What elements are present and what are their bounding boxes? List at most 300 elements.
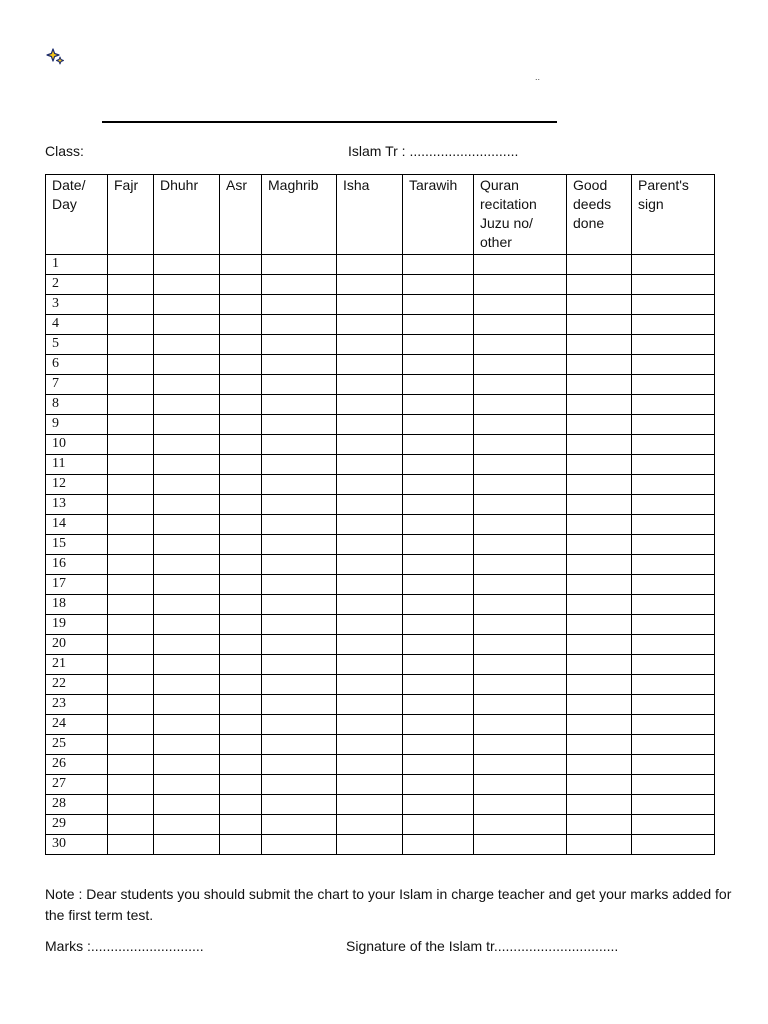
table-row — [46, 715, 715, 735]
day-number: 2 — [46, 275, 108, 295]
entry-cell[interactable] — [262, 315, 337, 335]
entry-cell[interactable] — [474, 375, 567, 395]
entry-cell[interactable] — [474, 355, 567, 375]
entry-cell[interactable] — [220, 355, 262, 375]
entry-cell[interactable] — [262, 755, 337, 775]
entry-cell[interactable] — [567, 755, 632, 775]
entry-cell[interactable] — [632, 415, 715, 435]
entry-cell[interactable] — [262, 535, 337, 555]
entry-cell[interactable] — [567, 615, 632, 635]
entry-cell[interactable] — [154, 695, 220, 715]
entry-cell[interactable] — [220, 575, 262, 595]
entry-cell[interactable] — [403, 415, 474, 435]
entry-cell[interactable] — [262, 375, 337, 395]
day-number: 1 — [46, 255, 108, 275]
entry-cell[interactable] — [108, 835, 154, 855]
entry-cell[interactable] — [220, 755, 262, 775]
entry-cell[interactable] — [220, 595, 262, 615]
entry-cell[interactable] — [108, 455, 154, 475]
entry-cell[interactable] — [474, 735, 567, 755]
entry-cell[interactable] — [403, 615, 474, 635]
entry-cell[interactable] — [337, 435, 403, 455]
entry-cell[interactable] — [474, 815, 567, 835]
entry-cell[interactable] — [154, 615, 220, 635]
entry-cell[interactable] — [337, 815, 403, 835]
entry-cell[interactable] — [108, 275, 154, 295]
entry-cell[interactable] — [262, 415, 337, 435]
entry-cell[interactable] — [632, 435, 715, 455]
entry-cell[interactable] — [220, 735, 262, 755]
entry-cell[interactable] — [474, 695, 567, 715]
entry-cell[interactable] — [262, 795, 337, 815]
entry-cell[interactable] — [474, 435, 567, 455]
entry-cell[interactable] — [567, 675, 632, 695]
entry-cell[interactable] — [567, 435, 632, 455]
entry-cell[interactable] — [337, 755, 403, 775]
table-row — [46, 355, 715, 375]
day-number: 28 — [46, 795, 108, 815]
entry-cell[interactable] — [567, 495, 632, 515]
entry-cell[interactable] — [337, 515, 403, 535]
entry-cell[interactable] — [262, 675, 337, 695]
entry-cell[interactable] — [474, 635, 567, 655]
entry-cell[interactable] — [262, 275, 337, 295]
entry-cell[interactable] — [220, 635, 262, 655]
entry-cell[interactable] — [337, 575, 403, 595]
entry-cell[interactable] — [567, 775, 632, 795]
entry-cell[interactable] — [154, 715, 220, 735]
entry-cell[interactable] — [337, 395, 403, 415]
entry-cell[interactable] — [154, 735, 220, 755]
entry-cell[interactable] — [108, 435, 154, 455]
day-number: 6 — [46, 355, 108, 375]
entry-cell[interactable] — [474, 835, 567, 855]
entry-cell[interactable] — [108, 355, 154, 375]
table-row — [46, 435, 715, 455]
entry-cell[interactable] — [220, 435, 262, 455]
entry-cell[interactable] — [154, 655, 220, 675]
entry-cell[interactable] — [154, 835, 220, 855]
entry-cell[interactable] — [337, 655, 403, 675]
table-row — [46, 695, 715, 715]
entry-cell[interactable] — [567, 635, 632, 655]
table-row — [46, 675, 715, 695]
entry-cell[interactable] — [220, 835, 262, 855]
entry-cell[interactable] — [108, 295, 154, 315]
entry-cell[interactable] — [403, 455, 474, 475]
entry-cell[interactable] — [567, 375, 632, 395]
table-row — [46, 595, 715, 615]
entry-cell[interactable] — [108, 335, 154, 355]
entry-cell[interactable] — [337, 715, 403, 735]
entry-cell[interactable] — [567, 555, 632, 575]
entry-cell[interactable] — [262, 555, 337, 575]
entry-cell[interactable] — [632, 815, 715, 835]
entry-cell[interactable] — [632, 795, 715, 815]
entry-cell[interactable] — [220, 455, 262, 475]
entry-cell[interactable] — [474, 275, 567, 295]
entry-cell[interactable] — [567, 795, 632, 815]
entry-cell[interactable] — [220, 695, 262, 715]
entry-cell[interactable] — [337, 375, 403, 395]
entry-cell[interactable] — [474, 595, 567, 615]
entry-cell[interactable] — [567, 715, 632, 735]
entry-cell[interactable] — [403, 335, 474, 355]
entry-cell[interactable] — [262, 815, 337, 835]
table-row — [46, 495, 715, 515]
entry-cell[interactable] — [632, 255, 715, 275]
entry-cell[interactable] — [403, 395, 474, 415]
entry-cell[interactable] — [262, 735, 337, 755]
entry-cell[interactable] — [262, 515, 337, 535]
entry-cell[interactable] — [220, 395, 262, 415]
entry-cell[interactable] — [220, 295, 262, 315]
entry-cell[interactable] — [403, 495, 474, 515]
entry-cell[interactable] — [337, 835, 403, 855]
entry-cell[interactable] — [567, 415, 632, 435]
entry-cell[interactable] — [220, 815, 262, 835]
entry-cell[interactable] — [108, 535, 154, 555]
entry-cell[interactable] — [632, 335, 715, 355]
entry-cell[interactable] — [632, 515, 715, 535]
entry-cell[interactable] — [108, 655, 154, 675]
table-row — [46, 575, 715, 595]
entry-cell[interactable] — [220, 615, 262, 635]
entry-cell[interactable] — [474, 535, 567, 555]
entry-cell[interactable] — [262, 655, 337, 675]
entry-cell[interactable] — [567, 655, 632, 675]
entry-cell[interactable] — [403, 595, 474, 615]
entry-cell[interactable] — [154, 255, 220, 275]
entry-cell[interactable] — [632, 495, 715, 515]
entry-cell[interactable] — [154, 535, 220, 555]
entry-cell[interactable] — [220, 255, 262, 275]
entry-cell[interactable] — [337, 635, 403, 655]
day-number: 25 — [46, 735, 108, 755]
entry-cell[interactable] — [474, 415, 567, 435]
entry-cell[interactable] — [403, 575, 474, 595]
entry-cell[interactable] — [108, 255, 154, 275]
entry-cell[interactable] — [154, 435, 220, 455]
entry-cell[interactable] — [632, 775, 715, 795]
entry-cell[interactable] — [108, 715, 154, 735]
entry-cell[interactable] — [632, 735, 715, 755]
entry-cell[interactable] — [337, 615, 403, 635]
entry-cell[interactable] — [567, 735, 632, 755]
table-row — [46, 275, 715, 295]
entry-cell[interactable] — [262, 395, 337, 415]
entry-cell[interactable] — [632, 675, 715, 695]
entry-cell[interactable] — [632, 695, 715, 715]
entry-cell[interactable] — [262, 295, 337, 315]
entry-cell[interactable] — [220, 775, 262, 795]
entry-cell[interactable] — [337, 355, 403, 375]
entry-cell[interactable] — [474, 615, 567, 635]
entry-cell[interactable] — [403, 635, 474, 655]
entry-cell[interactable] — [632, 595, 715, 615]
entry-cell[interactable] — [337, 535, 403, 555]
entry-cell[interactable] — [632, 355, 715, 375]
entry-cell[interactable] — [403, 555, 474, 575]
entry-cell[interactable] — [567, 695, 632, 715]
entry-cell[interactable] — [403, 815, 474, 835]
entry-cell[interactable] — [403, 735, 474, 755]
entry-cell[interactable] — [154, 815, 220, 835]
entry-cell[interactable] — [154, 375, 220, 395]
entry-cell[interactable] — [403, 375, 474, 395]
entry-cell[interactable] — [403, 275, 474, 295]
entry-cell[interactable] — [220, 535, 262, 555]
entry-cell[interactable] — [474, 315, 567, 335]
entry-cell[interactable] — [108, 495, 154, 515]
entry-cell[interactable] — [262, 255, 337, 275]
col-header-dhuhr: Dhuhr — [154, 175, 220, 255]
entry-cell[interactable] — [154, 475, 220, 495]
entry-cell[interactable] — [632, 615, 715, 635]
entry-cell[interactable] — [337, 735, 403, 755]
table-row — [46, 455, 715, 475]
entry-cell[interactable] — [262, 835, 337, 855]
entry-cell[interactable] — [108, 815, 154, 835]
entry-cell[interactable] — [154, 315, 220, 335]
entry-cell[interactable] — [567, 535, 632, 555]
entry-cell[interactable] — [262, 715, 337, 735]
entry-cell[interactable] — [567, 595, 632, 615]
entry-cell[interactable] — [567, 255, 632, 275]
entry-cell[interactable] — [154, 775, 220, 795]
entry-cell[interactable] — [220, 315, 262, 335]
entry-cell[interactable] — [154, 415, 220, 435]
entry-cell[interactable] — [567, 275, 632, 295]
entry-cell[interactable] — [337, 675, 403, 695]
entry-cell[interactable] — [403, 475, 474, 495]
entry-cell[interactable] — [474, 675, 567, 695]
entry-cell[interactable] — [108, 595, 154, 615]
entry-cell[interactable] — [154, 595, 220, 615]
entry-cell[interactable] — [474, 395, 567, 415]
entry-cell[interactable] — [108, 315, 154, 335]
entry-cell[interactable] — [108, 575, 154, 595]
entry-cell[interactable] — [567, 815, 632, 835]
entry-cell[interactable] — [474, 495, 567, 515]
day-number: 11 — [46, 455, 108, 475]
entry-cell[interactable] — [632, 295, 715, 315]
entry-cell[interactable] — [154, 675, 220, 695]
entry-cell[interactable] — [337, 775, 403, 795]
day-number: 27 — [46, 775, 108, 795]
day-number: 18 — [46, 595, 108, 615]
entry-cell[interactable] — [403, 315, 474, 335]
entry-cell[interactable] — [108, 755, 154, 775]
entry-cell[interactable] — [567, 575, 632, 595]
entry-cell[interactable] — [337, 555, 403, 575]
entry-cell[interactable] — [403, 255, 474, 275]
entry-cell[interactable] — [108, 555, 154, 575]
entry-cell[interactable] — [632, 655, 715, 675]
entry-cell[interactable] — [567, 395, 632, 415]
entry-cell[interactable] — [337, 275, 403, 295]
title-underline — [102, 121, 557, 123]
entry-cell[interactable] — [262, 335, 337, 355]
entry-cell[interactable] — [154, 495, 220, 515]
entry-cell[interactable] — [337, 315, 403, 335]
entry-cell[interactable] — [220, 375, 262, 395]
entry-cell[interactable] — [337, 695, 403, 715]
entry-cell[interactable] — [108, 375, 154, 395]
entry-cell[interactable] — [403, 655, 474, 675]
entry-cell[interactable] — [262, 435, 337, 455]
entry-cell[interactable] — [220, 555, 262, 575]
day-number: 3 — [46, 295, 108, 315]
day-number: 20 — [46, 635, 108, 655]
entry-cell[interactable] — [403, 695, 474, 715]
entry-cell[interactable] — [337, 415, 403, 435]
entry-cell[interactable] — [403, 675, 474, 695]
entry-cell[interactable] — [262, 495, 337, 515]
entry-cell[interactable] — [154, 395, 220, 415]
entry-cell[interactable] — [632, 315, 715, 335]
entry-cell[interactable] — [337, 255, 403, 275]
entry-cell[interactable] — [262, 355, 337, 375]
entry-cell[interactable] — [474, 295, 567, 315]
table-row — [46, 335, 715, 355]
entry-cell[interactable] — [108, 515, 154, 535]
entry-cell[interactable] — [403, 795, 474, 815]
entry-cell[interactable] — [108, 395, 154, 415]
dots-mark: .. — [535, 72, 541, 82]
entry-cell[interactable] — [154, 575, 220, 595]
entry-cell[interactable] — [567, 295, 632, 315]
entry-cell[interactable] — [108, 675, 154, 695]
entry-cell[interactable] — [403, 715, 474, 735]
col-header-quran: Quran recitation Juzu no/ other — [474, 175, 567, 255]
table-row — [46, 555, 715, 575]
entry-cell[interactable] — [474, 795, 567, 815]
entry-cell[interactable] — [474, 475, 567, 495]
entry-cell[interactable] — [632, 755, 715, 775]
entry-cell[interactable] — [474, 715, 567, 735]
entry-cell[interactable] — [154, 355, 220, 375]
entry-cell[interactable] — [108, 735, 154, 755]
entry-cell[interactable] — [632, 575, 715, 595]
entry-cell[interactable] — [108, 415, 154, 435]
entry-cell[interactable] — [403, 535, 474, 555]
entry-cell[interactable] — [474, 775, 567, 795]
entry-cell[interactable] — [337, 295, 403, 315]
entry-cell[interactable] — [154, 335, 220, 355]
entry-cell[interactable] — [632, 395, 715, 415]
entry-cell[interactable] — [262, 575, 337, 595]
entry-cell[interactable] — [337, 335, 403, 355]
marks-field: Marks :............................. — [45, 938, 204, 954]
entry-cell[interactable] — [337, 595, 403, 615]
entry-cell[interactable] — [632, 375, 715, 395]
entry-cell[interactable] — [474, 515, 567, 535]
entry-cell[interactable] — [108, 795, 154, 815]
entry-cell[interactable] — [567, 315, 632, 335]
entry-cell[interactable] — [632, 275, 715, 295]
entry-cell[interactable] — [632, 715, 715, 735]
entry-cell[interactable] — [474, 335, 567, 355]
entry-cell[interactable] — [220, 515, 262, 535]
entry-cell[interactable] — [262, 635, 337, 655]
entry-cell[interactable] — [632, 635, 715, 655]
entry-cell[interactable] — [567, 335, 632, 355]
entry-cell[interactable] — [632, 835, 715, 855]
entry-cell[interactable] — [337, 455, 403, 475]
entry-cell[interactable] — [154, 275, 220, 295]
day-number: 29 — [46, 815, 108, 835]
entry-cell[interactable] — [262, 455, 337, 475]
entry-cell[interactable] — [474, 655, 567, 675]
entry-cell[interactable] — [403, 775, 474, 795]
entry-cell[interactable] — [632, 475, 715, 495]
entry-cell[interactable] — [403, 435, 474, 455]
entry-cell[interactable] — [567, 475, 632, 495]
entry-cell[interactable] — [567, 835, 632, 855]
entry-cell[interactable] — [220, 795, 262, 815]
signature-field: Signature of the Islam tr................................ — [346, 938, 619, 954]
entry-cell[interactable] — [154, 755, 220, 775]
entry-cell[interactable] — [403, 835, 474, 855]
entry-cell[interactable] — [220, 655, 262, 675]
entry-cell[interactable] — [262, 595, 337, 615]
entry-cell[interactable] — [403, 515, 474, 535]
entry-cell[interactable] — [474, 555, 567, 575]
entry-cell[interactable] — [474, 575, 567, 595]
entry-cell[interactable] — [154, 635, 220, 655]
entry-cell[interactable] — [337, 495, 403, 515]
entry-cell[interactable] — [567, 515, 632, 535]
entry-cell[interactable] — [632, 555, 715, 575]
entry-cell[interactable] — [108, 775, 154, 795]
entry-cell[interactable] — [403, 355, 474, 375]
entry-cell[interactable] — [474, 455, 567, 475]
entry-cell[interactable] — [154, 295, 220, 315]
entry-cell[interactable] — [108, 695, 154, 715]
entry-cell[interactable] — [220, 715, 262, 735]
entry-cell[interactable] — [337, 475, 403, 495]
entry-cell[interactable] — [474, 255, 567, 275]
entry-cell[interactable] — [474, 755, 567, 775]
entry-cell[interactable] — [108, 635, 154, 655]
entry-cell[interactable] — [403, 295, 474, 315]
entry-cell[interactable] — [632, 455, 715, 475]
entry-cell[interactable] — [108, 615, 154, 635]
entry-cell[interactable] — [108, 475, 154, 495]
entry-cell[interactable] — [403, 755, 474, 775]
entry-cell[interactable] — [220, 475, 262, 495]
entry-cell[interactable] — [262, 615, 337, 635]
entry-cell[interactable] — [567, 355, 632, 375]
entry-cell[interactable] — [154, 555, 220, 575]
entry-cell[interactable] — [567, 455, 632, 475]
entry-cell[interactable] — [220, 675, 262, 695]
entry-cell[interactable] — [220, 335, 262, 355]
entry-cell[interactable] — [220, 415, 262, 435]
entry-cell[interactable] — [154, 795, 220, 815]
table-row — [46, 735, 715, 755]
entry-cell[interactable] — [154, 515, 220, 535]
entry-cell[interactable] — [262, 695, 337, 715]
entry-cell[interactable] — [632, 535, 715, 555]
entry-cell[interactable] — [220, 275, 262, 295]
entry-cell[interactable] — [262, 475, 337, 495]
entry-cell[interactable] — [337, 795, 403, 815]
entry-cell[interactable] — [262, 775, 337, 795]
entry-cell[interactable] — [220, 495, 262, 515]
entry-cell[interactable] — [154, 455, 220, 475]
